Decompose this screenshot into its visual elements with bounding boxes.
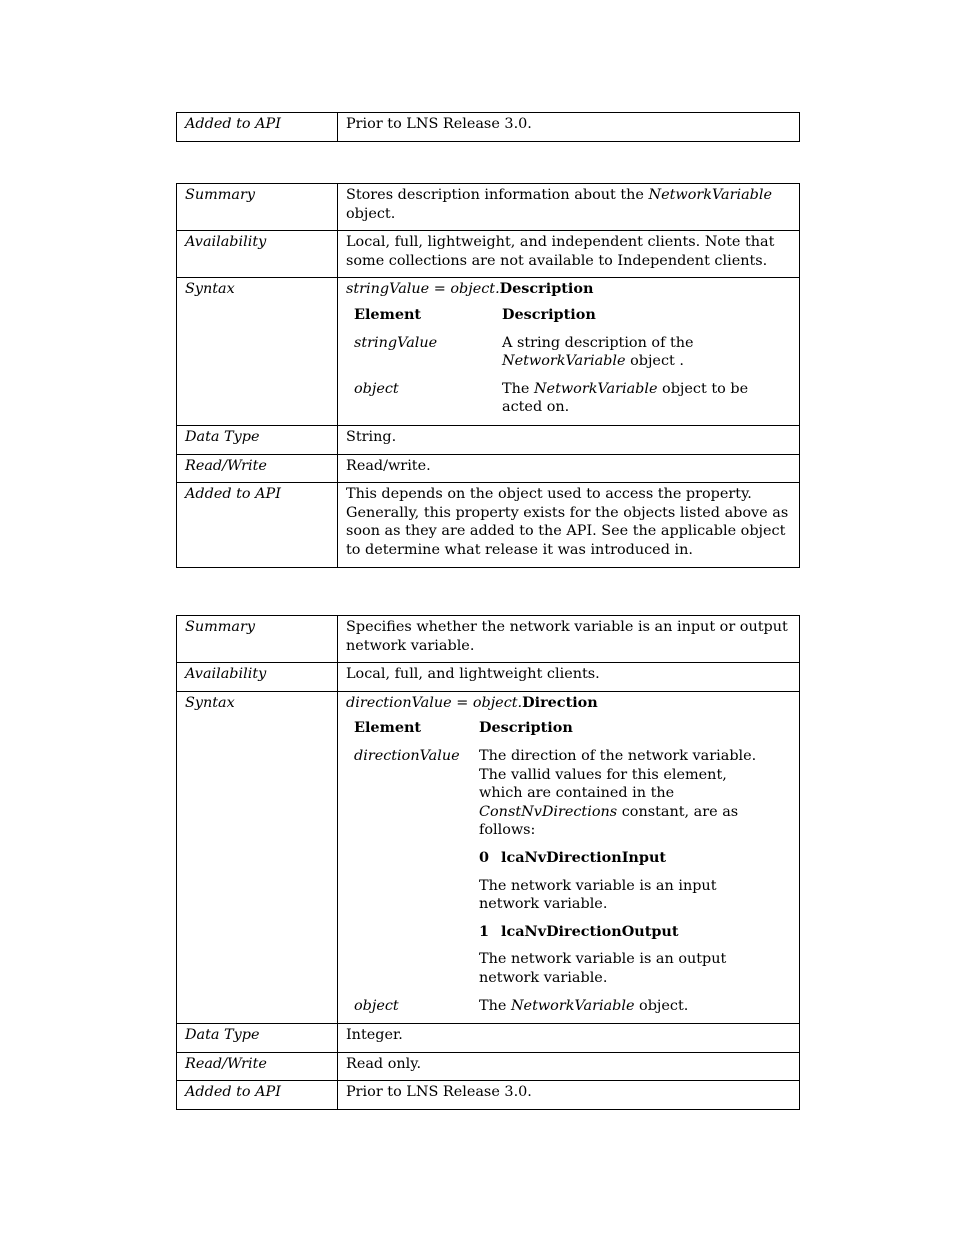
availability-value: Local, full, lightweight, and independent clients. Note that some collections are not available to Independent clients. [338, 231, 800, 278]
description-property-table [176, 183, 800, 568]
added-to-api-value: This depends on the object used to access the property. Generally, this property exists for the objects listed above as soon as they are added to the API. See the applicable object to determine what release it was introduced in. [338, 483, 800, 567]
summary-row [177, 616, 800, 663]
data-type-label: Data Type [177, 1024, 338, 1053]
element-row [354, 747, 759, 997]
value-name: 1 lcaNvDirectionOutput [479, 922, 679, 940]
syntax-label: Syntax [177, 278, 338, 426]
element-name: directionValue [354, 747, 460, 764]
element-table [354, 719, 759, 1015]
added-to-api-row [177, 1081, 800, 1110]
element-description [479, 747, 759, 997]
syntax-cell [338, 691, 800, 1023]
description-header: Description [479, 719, 573, 737]
data-type-row [177, 1024, 800, 1053]
read-write-row [177, 1052, 800, 1081]
availability-row [177, 663, 800, 692]
added-to-api-label: Added to API [177, 1081, 338, 1110]
syntax-line: stringValue = object.Description [346, 280, 594, 298]
element-description: The NetworkVariable object. [479, 997, 689, 1014]
availability-label: Availability [177, 663, 338, 692]
direction-property-table [176, 615, 800, 1110]
added-to-api-value: Prior to LNS Release 3.0. [338, 1081, 800, 1110]
element-row [354, 997, 759, 1016]
element-name: object [354, 380, 399, 397]
summary-value: Specifies whether the network variable is an input or output network variable. [338, 616, 800, 663]
availability-value: Local, full, and lightweight clients. [338, 663, 800, 692]
previous-property-table [176, 112, 800, 142]
syntax-cell [338, 278, 800, 426]
read-write-row [177, 454, 800, 483]
value-description: The network variable is an output network variable. [479, 951, 727, 986]
availability-label: Availability [177, 231, 338, 278]
syntax-row [177, 691, 800, 1023]
added-to-api-label: Added to API [177, 483, 338, 567]
read-write-value: Read only. [338, 1052, 800, 1081]
element-table [354, 306, 750, 417]
description-header: Description [502, 305, 596, 323]
element-row [354, 380, 750, 417]
added-to-api-row [177, 483, 800, 567]
element-header: Element [354, 719, 422, 737]
element-name: object [354, 997, 399, 1014]
value-description: The network variable is an input network variable. [479, 877, 717, 913]
syntax-label: Syntax [177, 691, 338, 1023]
summary-row [177, 184, 800, 231]
data-type-value: Integer. [338, 1024, 800, 1053]
element-description: The NetworkVariable object to be acted on. [502, 380, 749, 416]
read-write-label: Read/Write [177, 1052, 338, 1081]
syntax-line: directionValue = object.Direction [346, 693, 598, 711]
added-to-api-row [177, 113, 800, 142]
direction-description: The direction of the network variable. The vallid values for this element, which are contained in the ConstNvDirections constant, are as follows: [479, 747, 757, 839]
element-description: A string description of the NetworkVariable object . [502, 334, 694, 370]
summary-label: Summary [177, 184, 338, 231]
summary-value: Stores description information about the NetworkVariable object. [338, 184, 800, 231]
added-to-api-value: Prior to LNS Release 3.0. [338, 113, 800, 142]
syntax-row [177, 278, 800, 426]
data-type-label: Data Type [177, 425, 338, 454]
read-write-label: Read/Write [177, 454, 338, 483]
data-type-value: String. [338, 425, 800, 454]
element-row [354, 334, 750, 380]
read-write-value: Read/write. [338, 454, 800, 483]
summary-label: Summary [177, 616, 338, 663]
element-name: stringValue [354, 334, 438, 351]
data-type-row [177, 425, 800, 454]
added-to-api-label: Added to API [177, 113, 338, 142]
availability-row [177, 231, 800, 278]
element-header: Element [354, 305, 422, 323]
value-name: 0 lcaNvDirectionInput [479, 848, 667, 866]
